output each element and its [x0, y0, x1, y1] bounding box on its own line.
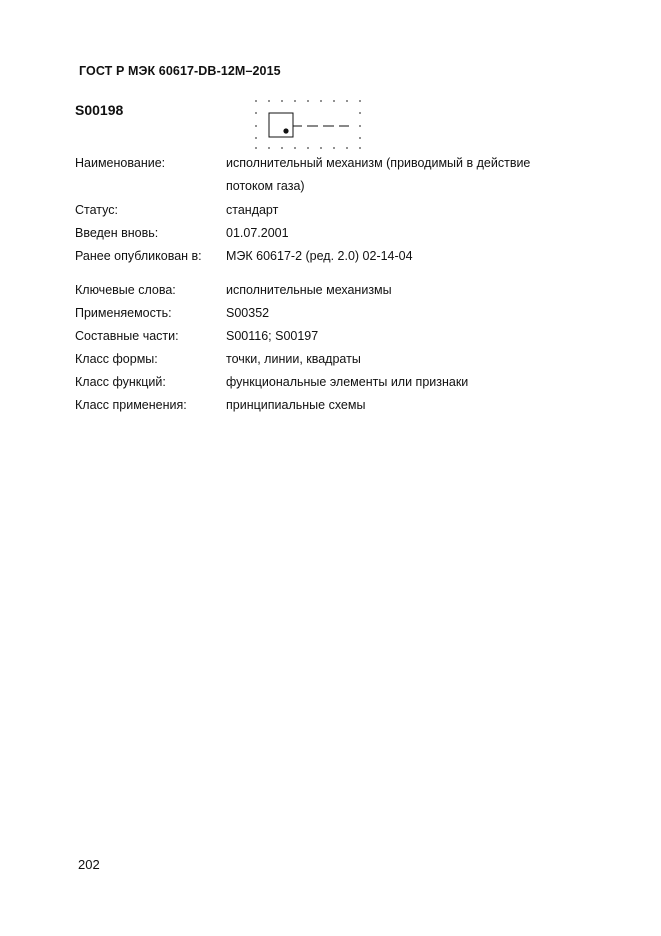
field-value: принципиальные схемы: [226, 398, 366, 412]
field-label: Ранее опубликован в:: [75, 249, 202, 263]
field-label: Статус:: [75, 203, 118, 217]
field-label: Наименование:: [75, 156, 166, 170]
field-value: точки, линии, квадраты: [226, 352, 361, 366]
actuator-gas-symbol: [252, 96, 372, 152]
field-value: исполнительные механизмы: [226, 283, 392, 297]
field-label: Введен вновь:: [75, 226, 159, 240]
document-header: ГОСТ Р МЭК 60617-DB-12M–2015: [79, 64, 281, 78]
field-label: Применяемость:: [75, 306, 172, 320]
symbol-code: S00198: [75, 102, 124, 118]
page-number: 202: [78, 857, 100, 872]
field-value: стандарт: [226, 203, 279, 217]
field-label: Класс применения:: [75, 398, 187, 412]
symbol-grid-dots: [255, 100, 361, 149]
field-label: Класс формы:: [75, 352, 158, 366]
field-value: S00352: [226, 306, 270, 320]
field-value: МЭК 60617-2 (ред. 2.0) 02-14-04: [226, 249, 413, 263]
field-label: Класс функций:: [75, 375, 166, 389]
field-value: S00116; S00197: [226, 329, 319, 343]
field-value: функциональные элементы или признаки: [226, 375, 469, 389]
actuator-box: [269, 113, 293, 137]
field-value: исполнительный механизм (приводимый в действие потоком газа): [226, 156, 531, 193]
field-label: Составные части:: [75, 329, 179, 343]
field-label: Ключевые слова:: [75, 283, 176, 297]
field-value: 01.07.2001: [226, 226, 289, 240]
gas-dot: [283, 128, 288, 133]
